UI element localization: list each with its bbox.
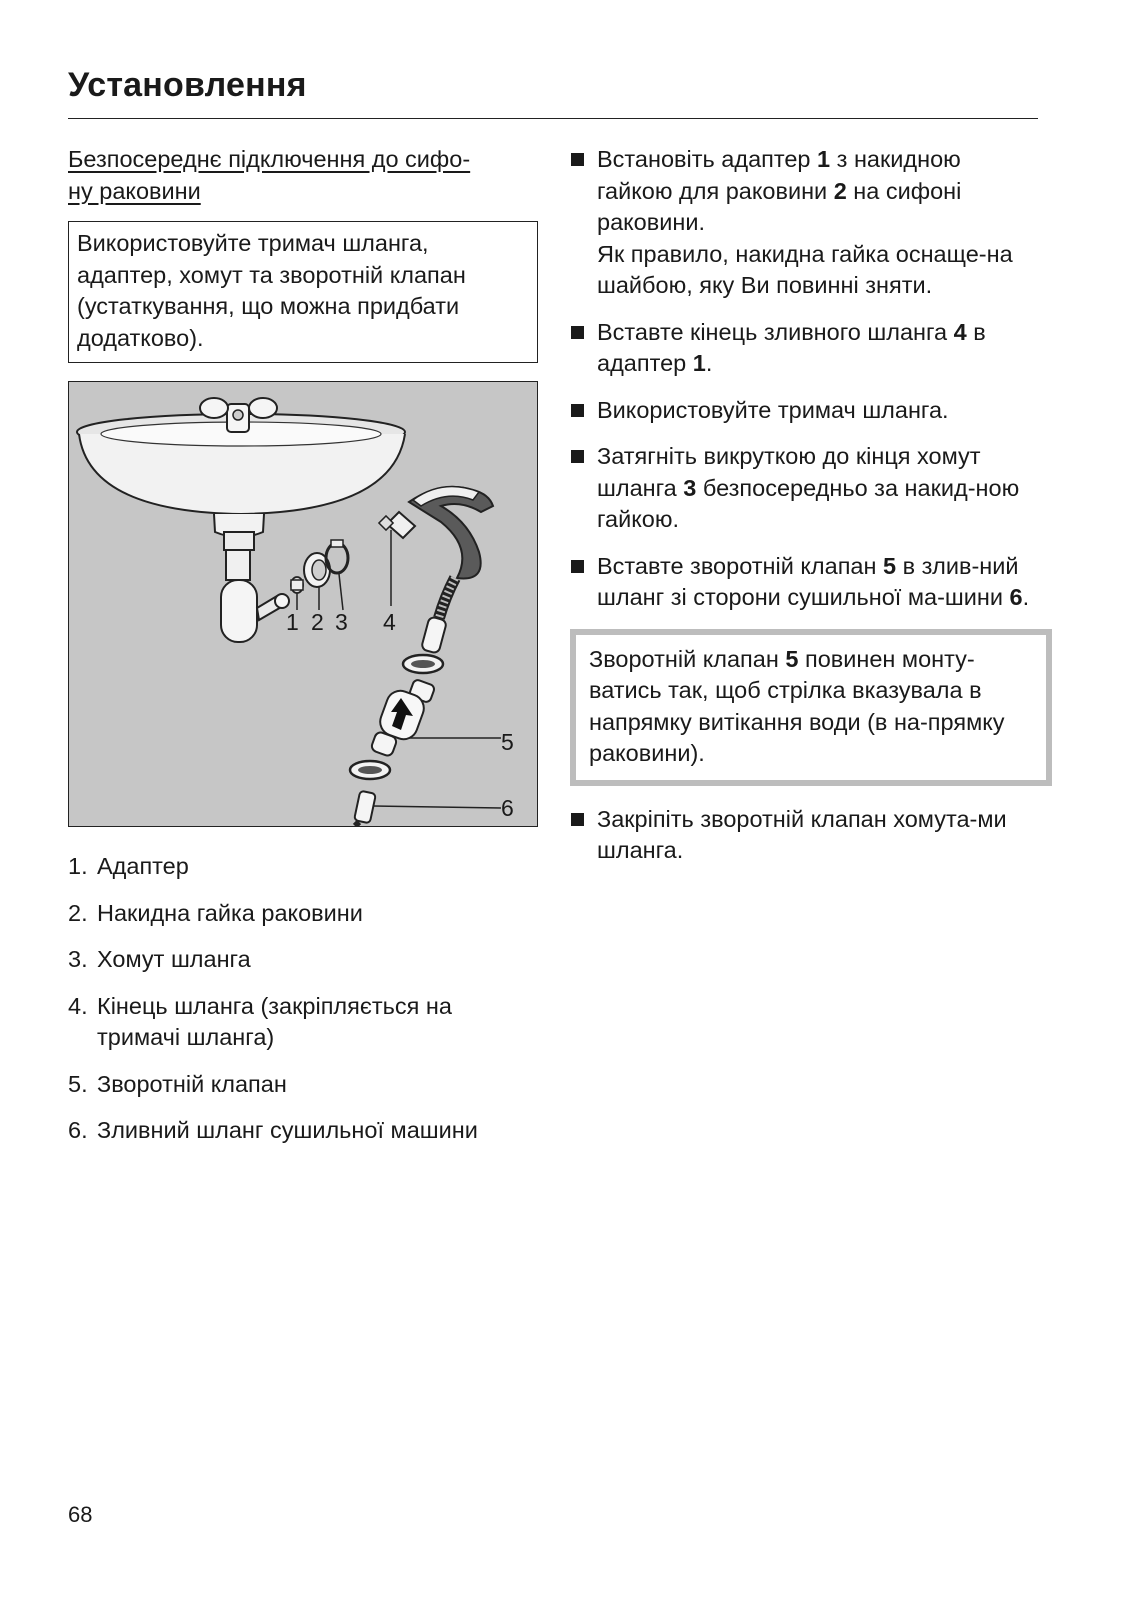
dryer-drain-hose xyxy=(354,791,376,826)
installation-illustration xyxy=(68,381,538,827)
legend-item: 6. Зливний шланг сушильної машини xyxy=(68,1117,478,1143)
legend-item: 1. Адаптер xyxy=(68,853,189,879)
page-number: 68 xyxy=(68,1502,93,1527)
instruction-step: Встановіть адаптер 1 з накидною гайкою для раковини 2 на сифоні раковини. Як правило, накидна гайка оснаще-на шайбою, яку Ви повинні зняти. xyxy=(570,144,1042,302)
drain-hose xyxy=(421,578,455,654)
instruction-step: Закріпіть зворотній клапан хомута-ми шланга. xyxy=(570,804,1042,867)
title-divider xyxy=(68,118,1038,119)
bullet-icon xyxy=(571,326,584,339)
right-column xyxy=(570,144,1042,882)
instruction-step: Вставте зворотній клапан 5 в злив-ний шланг зі сторони сушильної ма-шини 6. xyxy=(570,551,1042,614)
hose-end-part xyxy=(379,512,415,538)
hose-clamp-part xyxy=(326,540,348,573)
parts-legend xyxy=(68,851,540,1147)
legend-item: 5. Зворотній клапан xyxy=(68,1070,287,1097)
callout-2: 2 xyxy=(311,609,324,635)
accessory-note-box: Використовуйте тримач шланга, адаптер, хомут та зворотній клапан (устаткування, що можна придбати додатково). xyxy=(68,221,538,363)
bullet-icon xyxy=(571,560,584,573)
legend-item: 4. Кінець шланга (закріпляється на тримачі шланга) xyxy=(68,992,452,1050)
adapter-part xyxy=(291,577,303,593)
callout-3: 3 xyxy=(335,609,348,635)
callout-1: 1 xyxy=(286,609,299,635)
siphon-trap-icon xyxy=(221,550,289,642)
hose-clamp-lower xyxy=(350,761,390,779)
hose-clamp-upper xyxy=(403,655,443,673)
sink-hose-diagram xyxy=(69,382,537,826)
instruction-step: Затягніть викруткою до кінця хомут шланга 3 безпосередньо за накид-ною гайкою. xyxy=(570,441,1042,536)
bullet-icon xyxy=(571,153,584,166)
page-title: Установлення xyxy=(68,66,307,104)
hose-holder-icon xyxy=(409,487,493,579)
legend-item: 3. Хомут шланга xyxy=(68,946,251,972)
legend-item: 2. Накидна гайка раковини xyxy=(68,899,363,926)
callout-5: 5 xyxy=(501,729,514,755)
left-column xyxy=(68,144,540,1162)
bullet-icon xyxy=(571,404,584,417)
instruction-step: Використовуйте тримач шланга. xyxy=(570,395,1042,427)
check-valve-icon xyxy=(370,679,435,757)
bullet-icon xyxy=(571,450,584,463)
callout-4: 4 xyxy=(383,609,396,635)
instruction-step: Вставте кінець зливного шланга 4 в адаптер 1. xyxy=(570,317,1042,380)
section-subheading: Безпосереднє підключення до сифо- ну раковини xyxy=(68,146,471,204)
bullet-icon xyxy=(571,813,584,826)
check-valve-warning-box: Зворотній клапан 5 повинен монту-ватись так, щоб стрілка вказувала в напрямку витікання води (в на-прямку раковини). xyxy=(570,629,1052,786)
callout-6: 6 xyxy=(501,795,514,821)
drain-nut xyxy=(224,532,254,550)
